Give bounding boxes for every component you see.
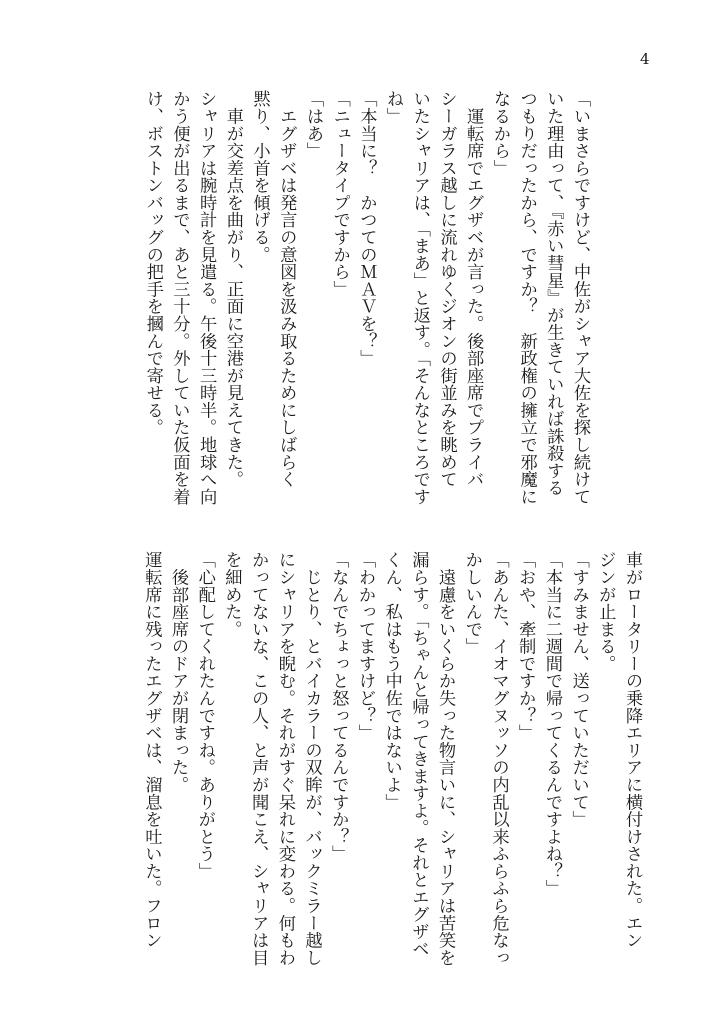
text-column: 「おや、牽制ですか？」 [515,551,536,742]
text-column: じとり、とバイカラーの双眸が、バックミラー越し [301,551,322,966]
text-column: 遠慮をいくらか失った物言いに、シャリアは苦笑を [435,551,456,966]
text-column: け、ボストンバッグの把手を摑んで寄せる。 [142,90,163,436]
text-column: 車が交差点を曲がり、正面に空港が見えてきた。 [222,90,243,488]
text-column: ジンが止まる。 [595,551,616,673]
text-column: にシャリアを睨む。それがすぐ呆れに変わる。何もわ [274,551,295,966]
text-column: 運転席に残ったエグザベは、溜息を吐いた。フロン [141,551,162,949]
text-column: いた理由って、『赤い彗星』が生きていれば誅殺する [543,90,564,497]
text-column: シャリアは腕時計を見遣る。午後十三時半。地球へ向 [196,90,217,505]
text-column: 車がロータリーの乗降エリアに横付けされた。エン [622,551,642,949]
text-column: つもりだったから、ですか？ 新政権の擁立で邪魔に [516,90,537,505]
page-number: 4 [640,50,650,68]
text-column: 漏らす。「ちゃんと帰ってきますよ。それとエグザベ [408,551,429,958]
text-column: エグザベは発言の意図を汲み取るためにしばらく [276,90,297,488]
text-block-bottom [138,551,645,971]
text-column: くん、私はもう中佐ではないよ」 [381,551,402,811]
text-column: 「ニュータイプですから」 [329,90,350,298]
text-column: かしいんで」 [461,551,482,655]
text-column: 「心配してくれたんですね。ありがとう」 [194,551,215,880]
text-column: 「いまさらですけど、中佐がシャア大佐を探し続けて [570,90,590,505]
text-column: 「すみません、送っていただいて」 [568,551,589,828]
text-column: いたシャリアは、「まあ」と返す。「そんなところです [409,90,430,505]
text-column: 「あんた、イオマグヌッソの内乱以来ふらふら危なっ [488,551,509,966]
text-column: を細めた。 [221,551,242,638]
text-column: 「本当に？ かつてのＭＡＶを？」 [356,90,377,367]
text-column: 「わかってますけど？」 [354,551,375,742]
text-column: 黙り、小首を傾げる。 [249,90,270,263]
text-column: ね」 [383,90,404,125]
text-column: シーガラス越しに流れゆくジオンの街並みを眺めて [436,90,457,488]
text-column: 「本当に二週間で帰ってくるんですよね？」 [541,551,562,897]
text-column: 後部座席のドアが閉まった。 [168,551,189,794]
text-column: かってないな、この人、と声が聞こえ、シャリアは目 [248,551,269,966]
text-column: 「なんでちょっと怒ってるんですか？」 [328,551,349,863]
text-column: 「はあ」 [302,90,323,160]
text-column: かう便が出るまで、あと三十分。外していた仮面を着 [169,90,190,505]
text-block-top [139,90,593,510]
text-column: 運転席でエグザベが言った。後部座席でプライバ [463,90,484,488]
text-column: なるから」 [489,90,510,177]
